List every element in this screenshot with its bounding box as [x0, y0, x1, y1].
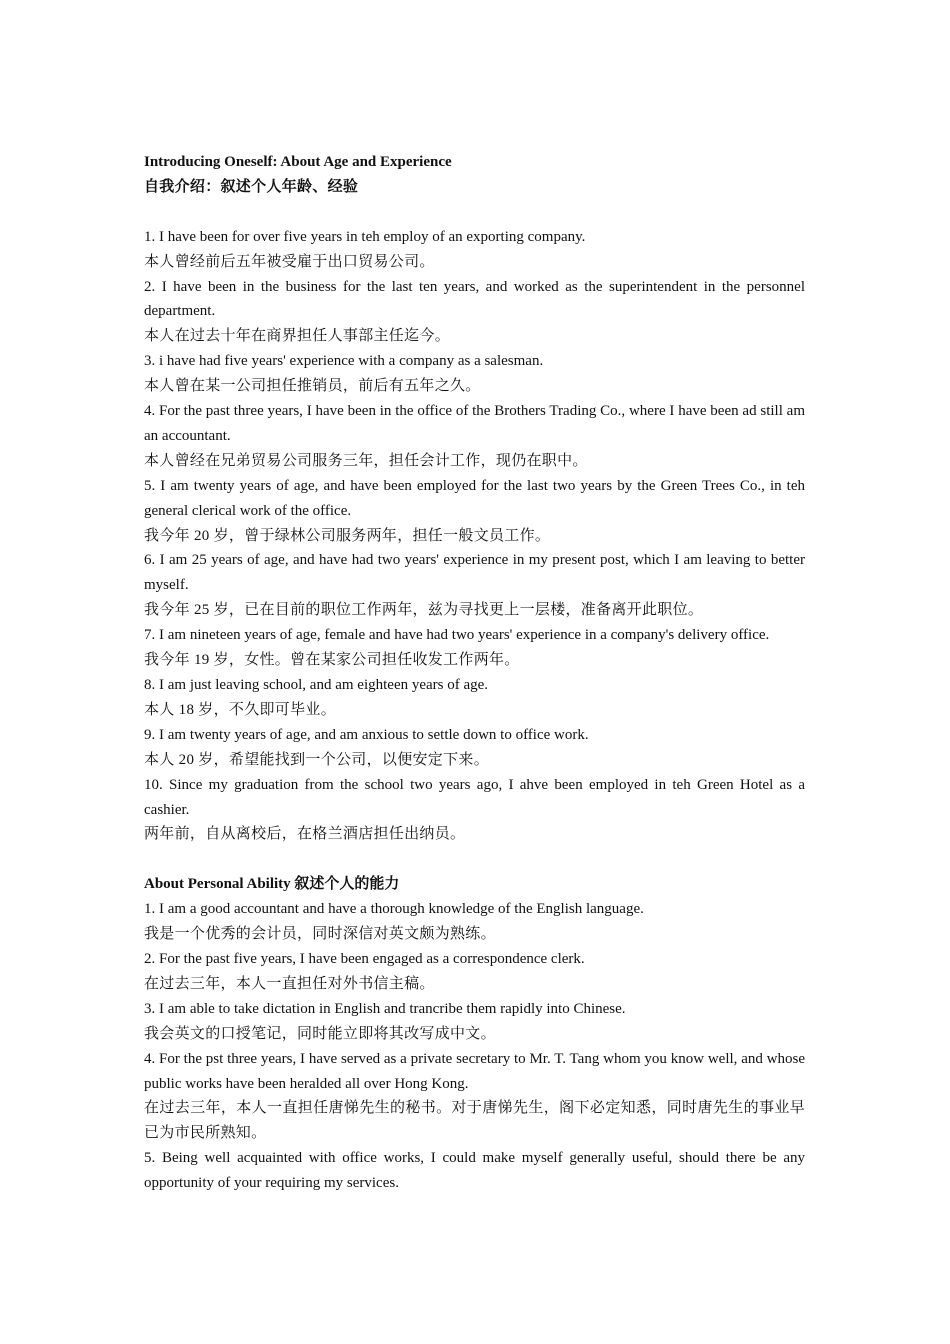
document-page [144, 150, 805, 1196]
item-en: 7. I am nineteen years of age, female and have had two years' experience in a company's delivery office. [144, 627, 770, 644]
item-en: 9. I am twenty years of age, and am anxious to settle down to office work. [144, 726, 589, 743]
section-title-zh: 自我介绍：叙述个人年龄、经验 [144, 178, 359, 195]
section-age-experience [144, 225, 805, 848]
item-zh: 本人在过去十年在商界担任人事部主任迄今。 [144, 328, 451, 345]
item-en: 4. For the past three years, I have been in the office of the Brothers Trading Co., where I have been ad still am an accountant. [144, 403, 805, 444]
item-zh: 我今年 19 岁，女性。曾在某家公司担任收发工作两年。 [144, 652, 520, 669]
item-zh: 我今年 20 岁，曾于绿林公司服务两年，担任一般文员工作。 [144, 527, 551, 544]
item-zh: 本人曾在某一公司担任推销员，前后有五年之久。 [144, 378, 481, 395]
item-zh: 本人 20 岁，希望能找到一个公司，以便安定下来。 [144, 751, 490, 768]
blank-line [144, 200, 805, 225]
item-zh: 我会英文的口授笔记，同时能立即将其改写成中文。 [144, 1025, 496, 1042]
item-zh: 本人曾经在兄弟贸易公司服务三年，担任会计工作，现仍在职中。 [144, 452, 588, 469]
item-en: 3. i have had five years' experience with a company as a salesman. [144, 353, 544, 370]
item-en: 1. I am a good accountant and have a thorough knowledge of the English language. [144, 901, 644, 918]
item-zh: 在过去三年，本人一直担任对外书信主稿。 [144, 975, 435, 992]
item-en: 5. Being well acquainted with office works, I could make myself generally useful, should there be any opportunity of your requiring my services. [144, 1150, 805, 1192]
item-en: 6. I am 25 years of age, and have had two years' experience in my present post, which I am leaving to better myself. [144, 552, 805, 594]
section-personal-ability [144, 897, 805, 1196]
item-en: 5. I am twenty years of age, and have been employed for the last two years by the Green Trees Co., in teh general clerical work of the office. [144, 477, 805, 519]
item-en: 4. For the pst three years, I have served as a private secretary to Mr. T. Tang whom you know well, and whose public works have been heralded all over Hong Kong. [144, 1050, 805, 1092]
item-zh: 本人曾经前后五年被受雇于出口贸易公司。 [144, 253, 435, 270]
item-en: 3. I am able to take dictation in English and trancribe them rapidly into Chinese. [144, 1000, 626, 1017]
item-zh: 我是一个优秀的会计员，同时深信对英文颇为熟练。 [144, 926, 496, 943]
item-en: 8. I am just leaving school, and am eighteen years of age. [144, 677, 489, 694]
item-zh: 两年前，自从离校后，在格兰酒店担任出纳员。 [144, 826, 466, 843]
blank-line [144, 847, 805, 872]
item-en: 1. I have been for over five years in teh employ of an exporting company. [144, 228, 586, 245]
section-title: About Personal Ability 叙述个人的能力 [144, 876, 400, 893]
item-en: 2. I have been in the business for the last ten years, and worked as the superintendent in the personnel department. [144, 278, 805, 320]
item-en: 10. Since my graduation from the school two years ago, I ahve been employed in teh Green Hotel as a cashier. [144, 776, 805, 818]
item-zh: 本人 18 岁，不久即可毕业。 [144, 701, 337, 718]
section-title-en: Introducing Oneself: About Age and Experience [144, 154, 452, 170]
item-zh: 在过去三年，本人一直担任唐悌先生的秘书。对于唐悌先生，阁下必定知悉，同时唐先生的事业早已为市民所熟知。 [144, 1100, 805, 1142]
item-zh: 我今年 25 岁，已在目前的职位工作两年，兹为寻找更上一层楼，准备离开此职位。 [144, 602, 704, 619]
item-en: 2. For the past five years, I have been engaged as a correspondence clerk. [144, 950, 585, 967]
